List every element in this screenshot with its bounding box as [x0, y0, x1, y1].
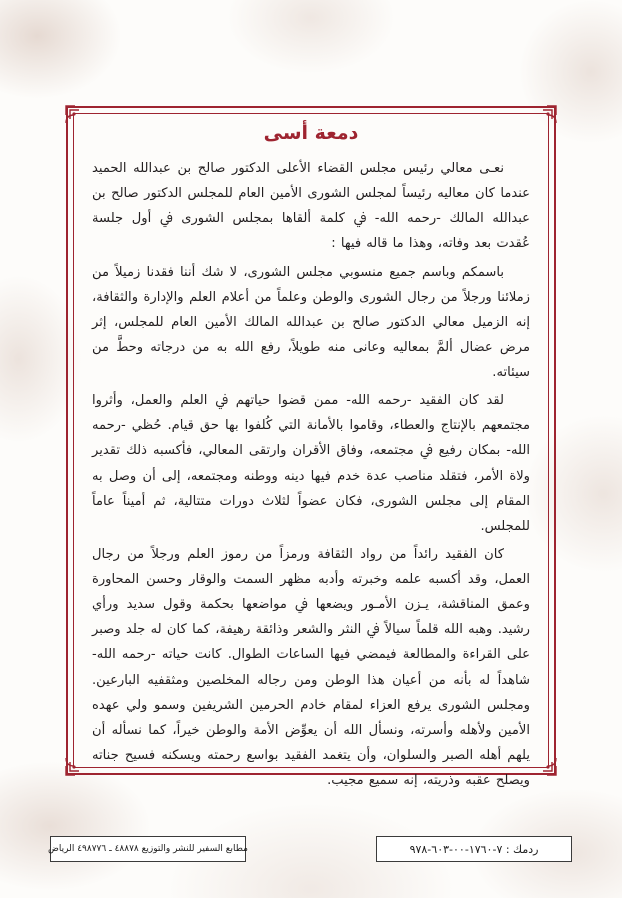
document-body: [92, 122, 530, 788]
corner-ornament-icon: [531, 750, 557, 776]
paragraph: باسمكم وباسم جميع منسوبي مجلس الشورى، لا شك أننا فقدنا زميلاً من زملائنا ورجلاً من رجال الشورى والوطن وعلماً من أعلام العلم والإدارة والثقافة، إنه الزميل معالي الدكتور صالح بن عبدالله المالك الأمين العام للمجلس، إثر مرض عضال ألمَّ بمعاليه وعانى منه طويلاً، رفع الله به من درجاته وحطَّ من سيئاته.: [92, 264, 530, 380]
isbn-text: ردمك : ٧-١٧٦٠-٠٠-٦٠٣-٩٧٨: [409, 842, 539, 856]
publisher-box: [50, 836, 246, 862]
isbn-box: [376, 836, 572, 862]
page-title: دمعة أسى: [263, 122, 359, 144]
paragraph: نعـى معالي رئيس مجلس القضاء الأعلى الدكتور صالح بن عبدالله الحميد عندما كان معاليه رئيساً لمجلس الشورى الأمين العام للمجلس الدكتور صالح بن عبدالله المالك -رحمه الله- ﰲ كلمة ألقاها بمجلس الشورى ﰲ أول جلسة عُقدت بعد وفاته، وهذا ما قاله فيها :: [92, 161, 530, 252]
corner-ornament-icon: [531, 105, 557, 131]
paragraph: كان الفقيد رائداً من رواد الثقافة ورمزاً من رموز العلم ورجلاً من رجال العمل، وقد أكسبه علمه وخبرته وأدبه مظهر السمت والوقار وحسن المحاورة وعمق المناقشة، يـزن الأمـور ويضعها ﰲ مواضعها بحكمة وقول سديد ورأي رشيد. وهبه الله قلماً سيالاً ﰲ النثر والشعر وذائقة رهيفة، كما كان له جلد وصبر على القراءة والمطالعة فيمضي فيها الساعات الطوال. كانت حياته -رحمه الله- شاهداً له بأنه من أعيان هذا الوطن ومن رجاله المخلصين ومثقفيه البارعين. ومجلس الشورى يرفع العزاء لمقام خادم الحرمين الشريفين وسمو ولي عهده الأمين ولأهله وأسرته، ونسأل الله أن يعوِّض الأمة والوطن خيراً، كما نسأله أن يلهم أهله الصبر والسلوان، وأن يتغمد الفقيد بواسع رحمته ويسكنه فسيح جناته ويصلح عقبه وذريته، إنه سميع مجيب.: [92, 546, 530, 788]
corner-ornament-icon: [65, 105, 91, 131]
corner-ornament-icon: [65, 750, 91, 776]
page-footer: [50, 836, 572, 862]
paragraph: لقد كان الفقيد -رحمه الله- ممن قضوا حياتهم ﰲ العلم والعمل، وأثروا مجتمعهم بالإنتاج والعطاء، وقاموا بالأمانة التي كُلفوا بها حق قيام. حُظي -رحمه الله- بمكان رفيع ﰲ مجتمعه، وفاق الأقران وارتقى المعالي، فأكسبه ذلك تقدير ولاة الأمر، فتقلد مناصب عدة خدم فيها دينه ووطنه ومجتمعه، إلى أن وصل به المقام إلى مجلس الشورى، فكان عضواً لثلاث دورات متتالية، ثم أميناً عاماً للمجلس.: [92, 393, 530, 534]
publisher-text: مطابع السفير للنشر والتوزيع ٤٨٨٧٨ ـ ٤٩٨٧٧٦ الرياض: [48, 844, 248, 854]
